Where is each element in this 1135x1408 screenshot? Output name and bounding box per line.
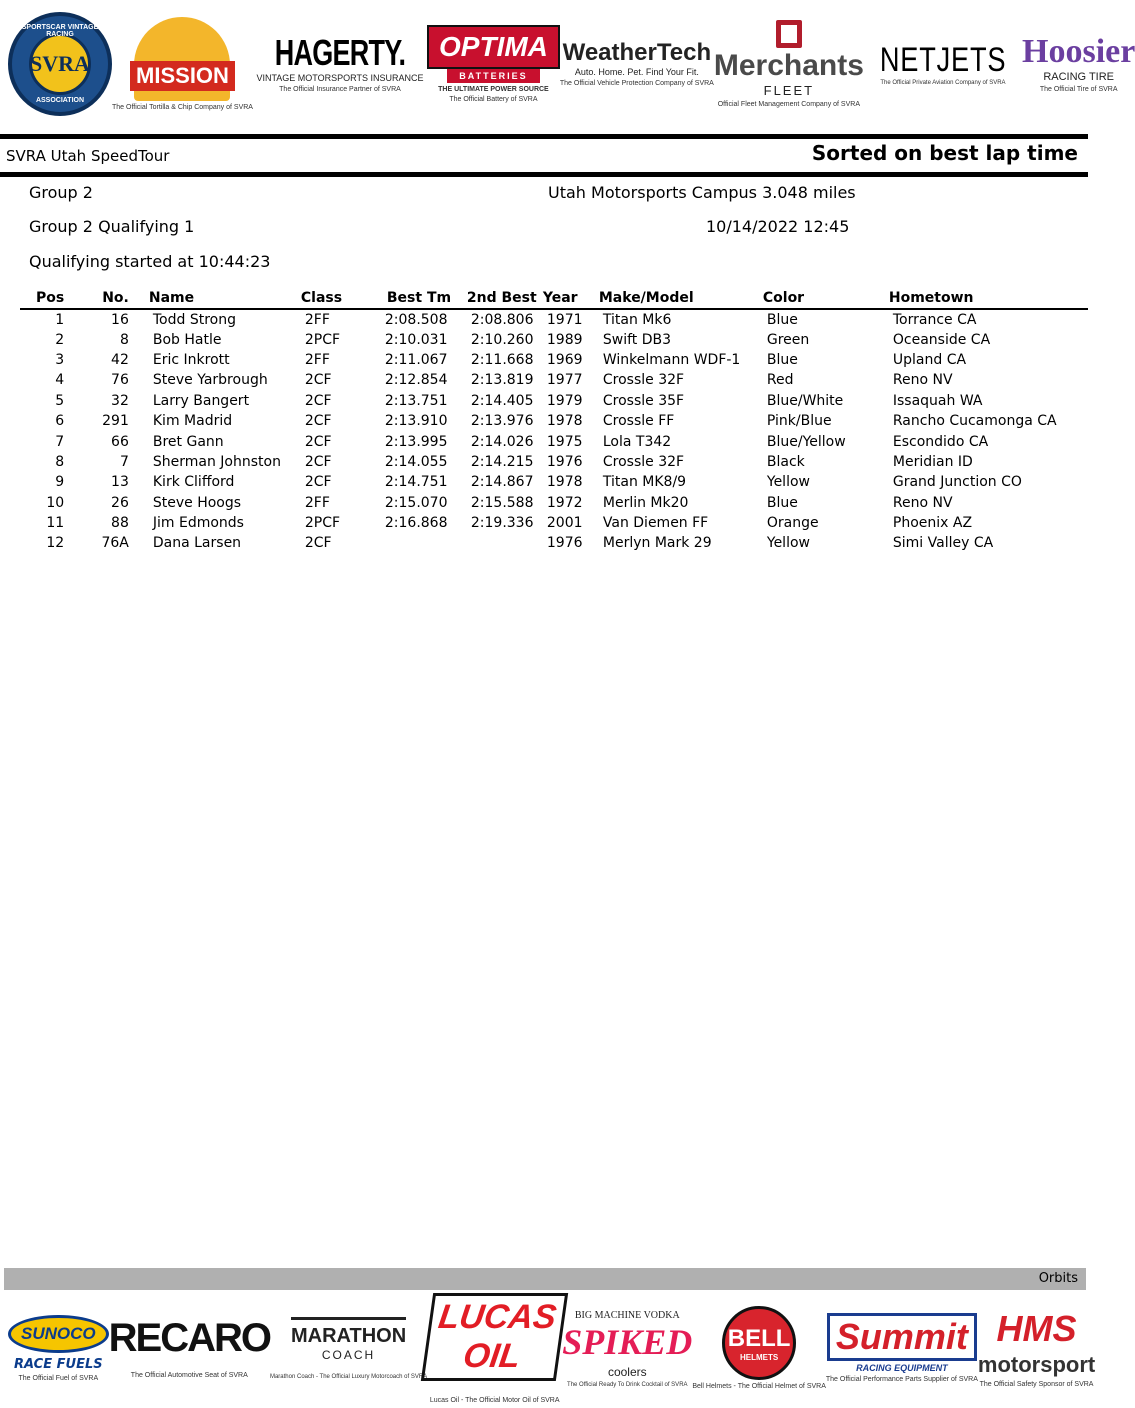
hms-tagline: The Official Safety Sponsor of SVRA <box>979 1381 1094 1388</box>
cell-home: Issaquah WA <box>892 392 983 409</box>
sponsor-hoosier <box>1022 35 1135 93</box>
sponsor-netjets <box>864 40 1022 86</box>
cell-home: Torrance CA <box>892 311 977 328</box>
cell-home: Oceanside CA <box>892 331 991 348</box>
merchants-logo: Merchants <box>713 49 864 82</box>
cell-second: 2:08.806 <box>470 311 534 328</box>
sunoco-sub: RACE FUELS <box>14 1356 103 1372</box>
svra-ring-text-bottom: ASSOCIATION <box>35 97 85 104</box>
track-label: Utah Motorsports Campus 3.048 miles <box>548 183 856 202</box>
cell-best <box>381 533 467 553</box>
table-row <box>20 411 1088 431</box>
cell-no: 88 <box>111 515 129 532</box>
top-sponsor-banner <box>0 0 1135 128</box>
cell-best: 2:15.070 <box>384 494 448 511</box>
cell-pos: 9 <box>55 474 65 491</box>
cell-name: Larry Bangert <box>152 392 250 409</box>
sponsor-merchants <box>714 20 864 108</box>
cell-home: Upland CA <box>892 351 967 368</box>
netjets-tagline: The Official Private Aviation Company of SVRA <box>880 79 1006 86</box>
cell-class: 2CF <box>304 453 332 470</box>
cell-pos: 7 <box>55 433 65 450</box>
header-rule-bottom <box>0 172 1088 177</box>
cell-no: 32 <box>111 392 129 409</box>
table-row <box>20 309 1088 329</box>
footer-bar <box>4 1268 1086 1290</box>
table-row <box>20 472 1088 492</box>
cell-pos: 10 <box>46 494 65 511</box>
marathon-sub: COACH <box>321 1347 376 1362</box>
table-row <box>20 513 1088 533</box>
cell-best: 2:11.067 <box>384 351 448 368</box>
cell-name: Kim Madrid <box>152 413 233 430</box>
optima-tagline: The Official Battery of SVRA <box>449 96 538 103</box>
cell-make: Crossle 35F <box>602 392 685 409</box>
cell-name: Kirk Clifford <box>152 474 235 491</box>
cell-make: Titan Mk6 <box>602 311 672 328</box>
cell-no: 76 <box>111 372 129 389</box>
cell-second: 2:10.260 <box>470 331 534 348</box>
cell-best: 2:13.910 <box>384 413 448 430</box>
cell-color: Blue <box>766 494 798 511</box>
recaro-tagline: The Official Automotive Seat of SVRA <box>130 1371 248 1379</box>
weathertech-tagline: The Official Vehicle Protection Company of SVRA <box>559 80 714 87</box>
cell-class: 2PCF <box>304 515 341 532</box>
cell-home: Meridian ID <box>892 453 973 470</box>
session-datetime: 10/14/2022 12:45 <box>706 217 850 236</box>
cell-name: Bret Gann <box>152 433 224 450</box>
lucas-tagline: Lucas Oil - The Official Motor Oil of SVRA <box>429 1396 560 1404</box>
table-row <box>20 431 1088 451</box>
cell-year: 1979 <box>546 392 583 409</box>
sort-label: Sorted on best lap time <box>811 141 1078 165</box>
sponsor-recaro <box>108 1315 270 1379</box>
bell-tagline: Bell Helmets - The Official Helmet of SVRA <box>692 1383 826 1390</box>
cell-home: Simi Valley CA <box>892 535 994 552</box>
cell-pos: 3 <box>55 351 65 368</box>
cell-make: Merlin Mk20 <box>602 494 689 511</box>
cell-second <box>467 533 543 553</box>
netjets-logo: NETJETS <box>879 40 1007 79</box>
sponsor-sunoco <box>8 1315 109 1382</box>
cell-make: Swift DB3 <box>602 331 672 348</box>
cell-name: Sherman Johnston <box>152 453 281 470</box>
col-second: 2nd Best <box>467 290 543 309</box>
cell-year: 1969 <box>546 351 583 368</box>
cell-second: 2:11.668 <box>470 351 534 368</box>
cell-home: Reno NV <box>892 372 953 389</box>
cell-second: 2:14.026 <box>470 433 534 450</box>
cell-name: Bob Hatle <box>152 331 222 348</box>
cell-name: Steve Hoogs <box>152 494 242 511</box>
col-no: No. <box>88 290 149 309</box>
cell-color: Black <box>766 453 805 470</box>
cell-pos: 11 <box>46 515 65 532</box>
mission-tagline: The Official Tortilla & Chip Company of SVRA <box>112 104 253 111</box>
hms-logo: HMS <box>996 1308 1077 1349</box>
cell-best: 2:13.995 <box>384 433 448 450</box>
optima-logo: OPTIMA <box>427 25 560 69</box>
hagerty-sub: VINTAGE MOTORSPORTS INSURANCE <box>256 73 424 83</box>
cell-best: 2:12.854 <box>384 372 448 389</box>
spiked-sub: coolers <box>607 1365 647 1379</box>
cell-color: Yellow <box>766 535 810 552</box>
sponsor-spiked <box>562 1308 692 1388</box>
results-table <box>20 290 1088 554</box>
cell-year: 1989 <box>546 331 583 348</box>
cell-home: Escondido CA <box>892 433 989 450</box>
cell-pos: 1 <box>55 311 65 328</box>
cell-second: 2:14.867 <box>470 474 534 491</box>
cell-second: 2:13.819 <box>470 372 534 389</box>
cell-make: Winkelmann WDF-1 <box>602 351 741 368</box>
cell-make: Titan MK8/9 <box>602 474 687 491</box>
cell-class: 2CF <box>304 433 332 450</box>
cell-best: 2:14.055 <box>384 453 448 470</box>
cell-make: Crossle FF <box>602 413 675 430</box>
cell-second: 2:14.215 <box>470 453 534 470</box>
cell-pos: 5 <box>55 392 65 409</box>
cell-home: Grand Junction CO <box>892 474 1022 491</box>
optima-sub: BATTERIES <box>447 69 539 83</box>
session-name: Group 2 Qualifying 1 <box>29 217 195 236</box>
table-row <box>20 533 1088 553</box>
cell-year: 1976 <box>546 535 583 552</box>
cell-name: Jim Edmonds <box>152 515 244 532</box>
cell-second: 2:14.405 <box>470 392 534 409</box>
bell-logo <box>722 1306 796 1380</box>
cell-year: 1977 <box>546 372 583 389</box>
cell-pos: 8 <box>55 453 65 470</box>
cell-pos: 6 <box>55 413 65 430</box>
cell-color: Red <box>766 372 794 389</box>
summit-sub: RACING EQUIPMENT <box>856 1363 948 1373</box>
cell-year: 1978 <box>546 413 583 430</box>
page-title: SVRA Utah SpeedTour <box>6 147 170 165</box>
spiked-logo: SPIKED <box>562 1322 693 1362</box>
mission-logo <box>134 17 230 101</box>
hms-sub: motorsport <box>977 1352 1096 1377</box>
cell-no: 26 <box>111 494 129 511</box>
cell-name: Steve Yarbrough <box>152 372 268 389</box>
col-make: Make/Model <box>599 290 763 309</box>
footer-label-orbits: Orbits <box>1038 1271 1078 1286</box>
session-started: Qualifying started at 10:44:23 <box>29 252 271 271</box>
cell-home: Rancho Cucamonga CA <box>892 413 1057 430</box>
summit-logo: Summit <box>827 1313 977 1361</box>
sunoco-logo: SUNOCO <box>8 1315 109 1353</box>
merchants-tagline: Official Fleet Management Company of SVRA <box>717 101 860 108</box>
cell-no: 7 <box>119 453 129 470</box>
cell-second: 2:13.976 <box>470 413 534 430</box>
cell-class: 2FF <box>304 351 330 368</box>
cell-year: 1976 <box>546 453 583 470</box>
cell-no: 291 <box>102 413 129 430</box>
hoosier-sub: RACING TIRE <box>1043 71 1115 83</box>
cell-best: 2:08.508 <box>384 311 448 328</box>
cell-make: Lola T342 <box>602 433 672 450</box>
cell-no: 16 <box>111 311 129 328</box>
table-row <box>20 370 1088 390</box>
mission-logo-text: MISSION <box>130 61 235 91</box>
sponsor-hagerty <box>253 32 427 93</box>
group-label: Group 2 <box>29 183 93 202</box>
lucas-logo: LUCAS OIL <box>421 1293 568 1381</box>
cell-make: Merlyn Mark 29 <box>602 535 712 552</box>
cell-color: Blue/Yellow <box>766 433 846 450</box>
cell-no: 66 <box>111 433 129 450</box>
weathertech-logo: WeatherTech <box>562 39 712 66</box>
col-pos: Pos <box>20 290 88 309</box>
cell-make: Crossle 32F <box>602 372 685 389</box>
cell-best: 2:10.031 <box>384 331 448 348</box>
cell-color: Blue <box>766 311 798 328</box>
col-home: Hometown <box>889 290 1088 309</box>
sponsor-weathertech <box>560 41 714 87</box>
sponsor-bell <box>692 1306 826 1390</box>
sponsor-summit <box>826 1313 978 1383</box>
table-row <box>20 452 1088 472</box>
cell-make: Crossle 32F <box>602 453 685 470</box>
results-header-row <box>20 290 1088 309</box>
hagerty-tagline: The Official Insurance Partner of SVRA <box>279 86 401 93</box>
cell-best: 2:13.751 <box>384 392 448 409</box>
sponsor-lucas <box>427 1293 562 1404</box>
cell-class: 2CF <box>304 474 332 491</box>
cell-year: 1978 <box>546 474 583 491</box>
cell-second: 2:19.336 <box>470 515 534 532</box>
cell-class: 2CF <box>304 372 332 389</box>
cell-name: Eric Inkrott <box>152 351 230 368</box>
sunoco-tagline: The Official Fuel of SVRA <box>18 1374 99 1382</box>
bottom-sponsor-banner <box>0 1292 1096 1404</box>
cell-home: Phoenix AZ <box>892 515 973 532</box>
cell-pos: 4 <box>55 372 65 389</box>
merchants-mark-icon <box>776 20 802 48</box>
cell-year: 1975 <box>546 433 583 450</box>
hagerty-logo: HAGERTY. <box>274 32 406 73</box>
table-row <box>20 391 1088 411</box>
col-class: Class <box>301 290 381 309</box>
col-name: Name <box>149 290 301 309</box>
col-best: Best Tm <box>381 290 467 309</box>
cell-name: Todd Strong <box>152 311 236 328</box>
cell-class: 2CF <box>304 413 332 430</box>
header-rule-top <box>0 134 1088 139</box>
cell-best: 2:14.751 <box>384 474 448 491</box>
optima-sub2: THE ULTIMATE POWER SOURCE <box>438 86 549 93</box>
cell-pos: 2 <box>55 331 65 348</box>
svra-ring-text: SPORTSCAR VINTAGE RACING <box>21 24 99 38</box>
recaro-logo: RECARO <box>108 1315 270 1360</box>
spiked-pre: BIG MACHINE VODKA <box>574 1310 680 1321</box>
cell-year: 2001 <box>546 515 583 532</box>
table-row <box>20 350 1088 370</box>
cell-no: 42 <box>111 351 129 368</box>
cell-class: 2CF <box>304 535 332 552</box>
marathon-logo: MARATHON <box>291 1317 406 1346</box>
svra-seal-logo <box>8 12 112 116</box>
summit-tagline: The Official Performance Parts Supplier of SVRA <box>825 1376 978 1383</box>
cell-color: Green <box>766 331 810 348</box>
merchants-sub: FLEET <box>763 83 815 98</box>
bell-logo-text: BELL <box>727 1324 791 1352</box>
sponsor-hms <box>978 1308 1095 1388</box>
hoosier-logo: Hoosier <box>1022 33 1135 70</box>
cell-class: 2FF <box>304 311 330 328</box>
cell-pos: 12 <box>46 535 65 552</box>
cell-class: 2CF <box>304 392 332 409</box>
cell-best: 2:16.868 <box>384 515 448 532</box>
cell-year: 1971 <box>546 311 583 328</box>
cell-no: 8 <box>119 331 129 348</box>
sponsor-optima <box>427 25 560 103</box>
col-color: Color <box>763 290 889 309</box>
cell-color: Pink/Blue <box>766 413 832 430</box>
table-row <box>20 329 1088 349</box>
sponsor-svra <box>8 12 112 116</box>
hoosier-tagline: The Official Tire of SVRA <box>1039 86 1118 93</box>
weathertech-sub: Auto. Home. Pet. Find Your Fit. <box>574 67 699 77</box>
cell-name: Dana Larsen <box>152 535 242 552</box>
spiked-tagline: The Official Ready To Drink Cocktail of SVRA <box>567 1382 688 1388</box>
cell-second: 2:15.588 <box>470 494 534 511</box>
cell-home: Reno NV <box>892 494 953 511</box>
cell-no: 13 <box>111 474 129 491</box>
cell-class: 2PCF <box>304 331 341 348</box>
sponsor-mission <box>112 17 253 111</box>
cell-make: Van Diemen FF <box>602 515 709 532</box>
sponsor-marathon <box>270 1317 427 1380</box>
marathon-tagline: Marathon Coach - The Official Luxury Motorcoach of SVRA <box>269 1373 428 1380</box>
cell-class: 2FF <box>304 494 330 511</box>
cell-color: Blue/White <box>766 392 844 409</box>
cell-color: Orange <box>766 515 819 532</box>
bell-sub: HELMETS <box>739 1352 779 1362</box>
table-row <box>20 493 1088 513</box>
cell-year: 1972 <box>546 494 583 511</box>
cell-no: 76A <box>101 535 129 552</box>
cell-color: Blue <box>766 351 798 368</box>
svra-logo-text: SVRA <box>29 33 91 95</box>
col-year: Year <box>543 290 599 309</box>
cell-color: Yellow <box>766 474 810 491</box>
